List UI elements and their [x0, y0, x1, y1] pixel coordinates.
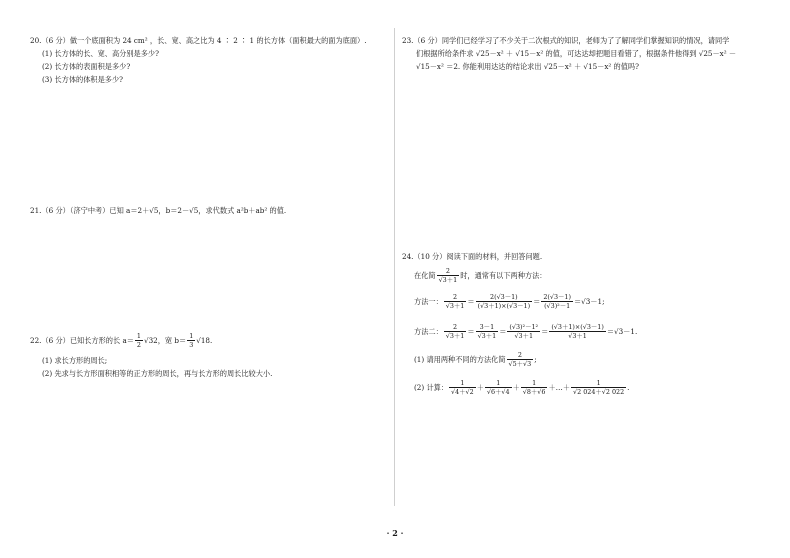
sum-ellipsis: ＋…＋ [548, 382, 571, 392]
m2-result: ＝√3－1. [606, 326, 638, 336]
q24-sub2-b: . [627, 382, 630, 392]
q22-sub2: (2) 先求与长方形面积相等的正方形的周长，再与长方形的周长比较大小. [42, 369, 273, 378]
q24-intro-fraction [437, 267, 460, 284]
q24-intro-b: 时，通常有以下两种方法： [460, 270, 547, 280]
q21-header: 21.（6 分）（济宁中考）已知 a＝2＋√5，b＝2－√5，求代数式 a²b＋ab² 的值. [30, 206, 287, 215]
q24-sub2-a: (2) 计算： [414, 382, 449, 392]
fraction-numerator: 1 [449, 379, 476, 388]
fraction-denominator: √3＋1 [445, 301, 465, 310]
q24-method2 [402, 321, 772, 341]
equals-sign: ＝ [499, 326, 507, 336]
fraction-denominator: √5＋√3 [508, 359, 532, 368]
q22-header-a: 22.（6 分）已知长方形的长 a＝ [30, 335, 134, 345]
fraction-numerator: 1 [136, 331, 141, 340]
question-20 [30, 34, 380, 86]
question-21 [30, 204, 380, 217]
q22-fraction-half [135, 332, 143, 349]
sum-fraction-1 [449, 379, 476, 396]
fraction-denominator: √3＋1 [514, 331, 534, 340]
q20-sub2: (2) 长方体的表面积是多少? [42, 62, 131, 71]
fraction-denominator: (√3＋1)×(√3－1) [477, 301, 531, 310]
fraction-numerator: 2 [507, 351, 534, 360]
fraction-numerator: 2(√3－1) [543, 292, 571, 301]
q24-intro-a: 在化简 [414, 270, 436, 280]
fraction-denominator: √3＋1 [568, 331, 587, 340]
q24-sub1-b: ; [534, 354, 537, 364]
fraction-numerator: 1 [521, 379, 548, 388]
fraction-numerator: 2 [444, 293, 467, 302]
q24-intro [402, 265, 772, 285]
m2-fraction-2 [476, 323, 499, 340]
m2-fraction-3 [507, 323, 540, 340]
fraction-denominator: √4＋√2 [451, 387, 474, 396]
fraction-numerator: 2 [444, 323, 467, 332]
sum-fraction-3 [521, 379, 548, 396]
method1-label: 方法一： [414, 296, 443, 306]
m1-fraction-2 [476, 293, 533, 310]
question-23 [402, 34, 772, 73]
q24-sub2 [402, 377, 772, 397]
fraction-numerator: 2(√3－1) [476, 293, 533, 302]
fraction-numerator: 1 [189, 331, 194, 340]
q23-line1: 23.（6 分）同学们已经学习了不少关于二次根式的知识，老师为了了解同学们掌握知识的情况，请同学 [402, 36, 730, 45]
method2-label: 方法二： [414, 326, 443, 336]
fraction-denominator: √3＋1 [445, 331, 465, 340]
m2-fraction-1 [444, 323, 467, 340]
fraction-numerator: (√3)²－1² [509, 322, 539, 331]
q20-sub1: (1) 长方体的长、宽、高分别是多少? [42, 49, 159, 58]
fraction-numerator: (√3＋1)×(√3－1) [551, 322, 604, 331]
fraction-denominator: √3＋1 [438, 275, 458, 284]
fraction-denominator: √6＋√4 [486, 387, 510, 396]
plus-sign: ＋ [512, 382, 520, 392]
fraction-denominator: √2 024＋√2 022 [573, 387, 625, 396]
q23-line2: 们根据所给条件求 √25－x² ＋ √15－x² 的值，可达达却把题目看错了，根据条件他得到 √25－x² － [416, 49, 737, 58]
fraction-denominator: 2 [136, 340, 141, 349]
column-divider [394, 28, 395, 506]
fraction-denominator: (√3)²－1 [544, 301, 571, 310]
m1-result: ＝√3－1; [573, 296, 605, 306]
q24-method1 [402, 291, 772, 311]
fraction-denominator: √3＋1 [477, 331, 497, 340]
fraction-numerator: 1 [485, 379, 512, 388]
equals-sign: ＝ [467, 296, 475, 306]
fraction-denominator: 3 [189, 340, 194, 349]
m1-fraction-3 [541, 293, 573, 310]
right-column [402, 0, 772, 520]
q20-sub3: (3) 长方体的体积是多少? [42, 75, 124, 84]
fraction-numerator: 3－1 [476, 323, 499, 332]
q24-sub1-a: (1) 请用两种不同的方法化简 [414, 354, 506, 364]
q20-header: 20.（6 分）做一个底面积为 24 cm² ，长、宽、高之比为 4 ∶ 2 ∶ 1 的长方体（面积最大的面为底面）. [30, 36, 367, 45]
sum-fraction-4 [571, 379, 626, 396]
question-24 [402, 250, 772, 397]
equals-sign: ＝ [541, 326, 549, 336]
q22-sub1: (1) 求长方形的周长; [42, 356, 108, 365]
sum-fraction-2 [485, 379, 512, 396]
plus-sign: ＋ [476, 382, 484, 392]
equals-sign: ＝ [533, 296, 541, 306]
page-number: · 2 · [386, 528, 404, 538]
sub1-fraction [507, 350, 537, 368]
q24-header: 24.（10 分）阅读下面的材料，并回答问题. [402, 252, 543, 261]
equals-sign: ＝ [467, 326, 475, 336]
m1-fraction-1 [444, 293, 467, 310]
q22-header-b: √32，宽 b＝ [144, 335, 187, 345]
q22-header-c: √18. [196, 335, 213, 345]
left-column [30, 0, 380, 520]
q24-sub1 [402, 349, 772, 369]
fraction-denominator: √8＋√6 [522, 387, 546, 396]
fraction-numerator: 1 [571, 379, 626, 388]
question-22 [30, 330, 380, 380]
fraction-numerator: 2 [437, 267, 460, 276]
m2-fraction-4 [549, 323, 606, 340]
q22-header [30, 330, 380, 350]
q23-line3: √15－x² ＝2. 你能利用达达的结论求出 √25－x² ＋ √15－x² 的值吗? [416, 62, 639, 71]
q22-fraction-third [187, 332, 195, 349]
